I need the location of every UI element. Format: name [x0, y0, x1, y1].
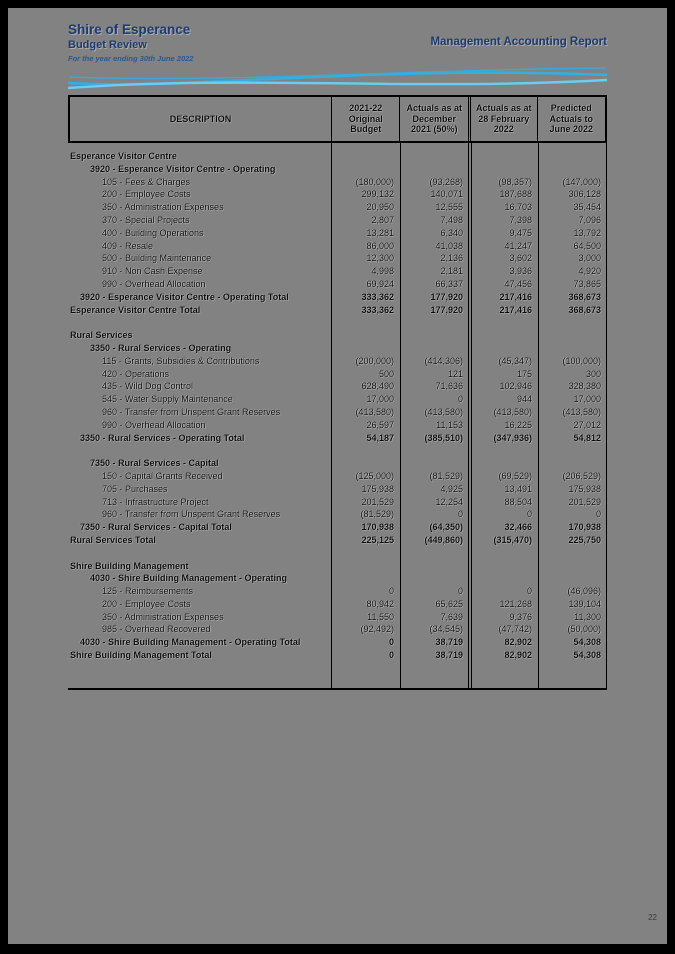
row-label: 4030 - Shire Building Management - Operating [90, 573, 288, 584]
value-cell: 66,337 [435, 278, 463, 289]
table-row [68, 623, 607, 636]
row-label: 115 - Grants, Subsidies & Contributions [102, 355, 260, 366]
row-label: Shire Building Management Total [70, 650, 212, 661]
table-row [68, 496, 607, 509]
value-cell: 20,950 [366, 202, 394, 213]
table-row [68, 265, 607, 278]
table-row [68, 611, 607, 624]
value-cell: 217,416 [499, 291, 532, 302]
column-header-original-budget: 2021-22 Original Budget [331, 97, 400, 141]
value-cell: 0 [457, 586, 463, 597]
table-row [68, 585, 607, 598]
table-row [68, 560, 607, 573]
row-label: 409 - Resale [102, 240, 154, 251]
value-cell: (100,000) [562, 355, 601, 366]
value-cell: 41,247 [504, 240, 532, 251]
grid-line-vertical [471, 143, 472, 690]
value-cell: (50,000) [567, 624, 601, 635]
column-header-description: DESCRIPTION [169, 113, 232, 124]
row-label: 990 - Overhead Allocation [102, 278, 206, 289]
table-row [68, 188, 607, 201]
table-header [68, 95, 607, 143]
table-bottom-border [68, 688, 607, 690]
row-label: 960 - Transfer from Unspent Grant Reserves [102, 406, 281, 417]
value-cell: 0 [388, 637, 394, 648]
value-cell: 9,376 [509, 611, 532, 622]
column-header-actuals-february: Actuals as at 28 February 2022 [468, 97, 537, 141]
table-row [68, 432, 607, 445]
value-cell: 86,000 [366, 240, 394, 251]
value-cell: 88,504 [504, 496, 532, 507]
row-label: Esperance Visitor Centre [70, 151, 177, 161]
value-cell: (69,529) [498, 470, 532, 481]
table-row [68, 201, 607, 214]
row-label: Rural Services Total [70, 534, 156, 545]
value-cell: 12,300 [366, 253, 394, 264]
row-label: Shire Building Management [70, 560, 189, 571]
value-cell: 54,812 [573, 432, 601, 443]
row-label: 420 - Operations [102, 368, 170, 379]
value-cell: 6,340 [440, 227, 463, 238]
table-row [68, 521, 607, 534]
value-cell: 0 [388, 586, 394, 597]
table-row [68, 534, 607, 547]
value-cell: 7,498 [440, 214, 463, 225]
row-label: 105 - Fees & Charges [102, 176, 191, 187]
value-cell: (414,306) [424, 355, 463, 366]
value-cell: 328,380 [568, 381, 601, 392]
value-cell: (34,545) [429, 624, 463, 635]
value-cell: 38,719 [435, 637, 463, 648]
value-cell: (98,357) [498, 176, 532, 187]
value-cell: (315,470) [493, 534, 532, 545]
value-cell: 944 [516, 394, 532, 405]
value-cell: 17,000 [573, 394, 601, 405]
value-cell: (347,936) [493, 432, 532, 443]
value-cell: 500 [378, 368, 394, 379]
value-cell: 47,456 [504, 278, 532, 289]
value-cell: (125,000) [355, 470, 394, 481]
row-label: 990 - Overhead Allocation [102, 419, 206, 430]
value-cell: 121 [447, 368, 463, 379]
value-cell: 2,136 [440, 253, 463, 264]
value-cell: 300 [585, 368, 601, 379]
document-page [8, 8, 667, 944]
table-row [68, 393, 607, 406]
value-cell: 170,938 [568, 522, 601, 533]
row-label: 3920 - Esperance Visitor Centre - Operating Total [80, 291, 289, 302]
row-label: 4030 - Shire Building Management - Operating Total [80, 637, 301, 648]
value-cell: 9,475 [509, 227, 532, 238]
row-label: 370 - Special Projects [102, 214, 190, 225]
value-cell: 4,998 [371, 266, 394, 277]
value-cell: (45,347) [498, 355, 532, 366]
row-label: 500 - Building Maintenance [102, 253, 212, 264]
table-row [68, 483, 607, 496]
row-label: 435 - Wild Dog Control [102, 381, 194, 392]
value-cell: 368,673 [568, 291, 601, 302]
value-cell: (413,580) [562, 406, 601, 417]
grid-line-vertical [331, 143, 332, 690]
value-cell: 140,071 [430, 189, 463, 200]
value-cell: 177,920 [430, 291, 463, 302]
value-cell: (413,580) [355, 406, 394, 417]
value-cell: 12,254 [435, 496, 463, 507]
value-cell: 41,038 [435, 240, 463, 251]
row-label: 705 - Purchases [102, 483, 168, 494]
value-cell: 187,688 [499, 189, 532, 200]
section-spacer [68, 444, 607, 457]
table-row [68, 406, 607, 419]
table-row [68, 368, 607, 381]
row-label: 3920 - Esperance Visitor Centre - Operating [90, 163, 276, 174]
value-cell: (93,268) [429, 176, 463, 187]
budget-table [68, 95, 607, 690]
document-title: Budget Review [68, 39, 147, 51]
table-row [68, 227, 607, 240]
value-cell: 225,750 [568, 534, 601, 545]
table-body [68, 143, 607, 662]
value-cell: 54,308 [573, 650, 601, 661]
value-cell: 64,500 [573, 240, 601, 251]
table-row [68, 649, 607, 662]
table-row [68, 150, 607, 163]
section-spacer [68, 316, 607, 329]
table-row [68, 470, 607, 483]
value-cell: 11,550 [367, 611, 394, 622]
value-cell: 368,673 [568, 304, 601, 315]
value-cell: 3,936 [509, 266, 532, 277]
value-cell: (180,000) [355, 176, 394, 187]
value-cell: 13,281 [366, 227, 394, 238]
value-cell: 16,225 [504, 419, 532, 430]
table-row [68, 380, 607, 393]
row-label: 7350 - Rural Services - Capital Total [80, 522, 232, 533]
value-cell: 26,597 [366, 419, 394, 430]
value-cell: 333,362 [361, 304, 394, 315]
value-cell: 7,398 [509, 214, 532, 225]
value-cell: (413,580) [493, 406, 532, 417]
value-cell: 7,096 [578, 214, 601, 225]
table-row [68, 214, 607, 227]
row-label: 910 - Non Cash Expense [102, 266, 203, 277]
value-cell: (200,000) [355, 355, 394, 366]
value-cell: 0 [526, 586, 532, 597]
table-row [68, 419, 607, 432]
wave-decoration [68, 63, 607, 95]
org-title: Shire of Esperance [68, 22, 191, 37]
value-cell: 201,529 [361, 496, 394, 507]
row-label: 350 - Administration Expenses [102, 202, 224, 213]
row-label: 350 - Administration Expenses [102, 611, 224, 622]
value-cell: (46,096) [567, 586, 601, 597]
grid-line-vertical [538, 143, 539, 690]
value-cell: 201,529 [568, 496, 601, 507]
value-cell: 71,636 [435, 381, 463, 392]
value-cell: 35,454 [573, 202, 601, 213]
value-cell: 306,128 [568, 189, 601, 200]
table-row [68, 355, 607, 368]
value-cell: (449,860) [424, 534, 463, 545]
row-label: 200 - Employee Costs [102, 189, 191, 200]
table-row [68, 572, 607, 585]
value-cell: 80,942 [366, 598, 394, 609]
row-label: 545 - Water Supply Maintenance [102, 394, 233, 405]
row-label: 713 - Infrastructure Project [102, 496, 209, 507]
grid-line-vertical [606, 143, 607, 690]
value-cell: 299,132 [361, 189, 394, 200]
report-title: Management Accounting Report [430, 36, 607, 48]
page-number: 22 [648, 913, 657, 922]
column-header-actuals-december: Actuals as at December 2021 (50%) [399, 97, 468, 141]
table-row [68, 598, 607, 611]
value-cell: 7,639 [440, 611, 463, 622]
row-label: 125 - Reimbursements [102, 586, 194, 597]
value-cell: 3,602 [509, 253, 532, 264]
value-cell: 69,924 [366, 278, 394, 289]
value-cell: 27,012 [573, 419, 601, 430]
value-cell: 12,555 [435, 202, 463, 213]
value-cell: 175 [516, 368, 532, 379]
value-cell: 2,807 [371, 214, 394, 225]
table-row [68, 342, 607, 355]
value-cell: 225,125 [361, 534, 394, 545]
value-cell: 4,925 [440, 483, 463, 494]
row-label: 960 - Transfer from Unspent Grant Reserves [102, 509, 281, 520]
table-row [68, 508, 607, 521]
value-cell: 0 [457, 394, 463, 405]
row-label: 3350 - Rural Services - Operating [90, 342, 232, 353]
table-row [68, 304, 607, 317]
value-cell: 628,490 [361, 381, 394, 392]
value-cell: 177,920 [430, 304, 463, 315]
value-cell: 54,308 [573, 637, 601, 648]
value-cell: 17,000 [366, 394, 394, 405]
value-cell: 170,938 [361, 522, 394, 533]
grid-line-vertical [468, 143, 469, 690]
value-cell: (147,000) [562, 176, 601, 187]
document-subtitle: For the year ending 30th June 2022 [68, 54, 194, 63]
row-label: 400 - Building Operations [102, 227, 204, 238]
value-cell: 0 [526, 509, 532, 520]
value-cell: (64,350) [429, 522, 463, 533]
value-cell: 11,153 [436, 419, 463, 430]
value-cell: 175,938 [568, 483, 601, 494]
row-label: 200 - Employee Costs [102, 598, 191, 609]
value-cell: 54,187 [366, 432, 394, 443]
value-cell: 0 [457, 509, 463, 520]
value-cell: (81,529) [429, 470, 463, 481]
value-cell: (92,492) [360, 624, 394, 635]
value-cell: 333,362 [361, 291, 394, 302]
value-cell: 217,416 [499, 304, 532, 315]
value-cell: 3,000 [578, 253, 601, 264]
value-cell: 65,625 [435, 598, 463, 609]
grid-line-vertical [400, 143, 401, 690]
table-row [68, 457, 607, 470]
value-cell: (413,580) [424, 406, 463, 417]
value-cell: (206,529) [562, 470, 601, 481]
value-cell: 2,181 [440, 266, 463, 277]
value-cell: (81,529) [360, 509, 394, 520]
row-label: 985 - Overhead Recovered [102, 624, 211, 635]
row-label: 7350 - Rural Services - Capital [90, 458, 219, 469]
value-cell: 0 [388, 650, 394, 661]
table-row [68, 176, 607, 189]
table-row [68, 240, 607, 253]
row-label: Esperance Visitor Centre Total [70, 304, 201, 315]
section-spacer [68, 547, 607, 560]
value-cell: 0 [595, 509, 601, 520]
table-row [68, 636, 607, 649]
value-cell: 13,792 [573, 227, 601, 238]
value-cell: 82,902 [504, 650, 532, 661]
value-cell: 139,104 [568, 598, 601, 609]
value-cell: (47,742) [498, 624, 532, 635]
row-label: Rural Services [70, 330, 133, 341]
table-row [68, 163, 607, 176]
value-cell: 4,920 [578, 266, 601, 277]
row-label: 150 - Capital Grants Received [102, 470, 223, 481]
value-cell: 38,719 [435, 650, 463, 661]
value-cell: 121,268 [499, 598, 532, 609]
value-cell: (385,510) [424, 432, 463, 443]
value-cell: 16,703 [504, 202, 532, 213]
value-cell: 175,938 [361, 483, 394, 494]
value-cell: 102,946 [499, 381, 532, 392]
value-cell: 73,865 [573, 278, 601, 289]
table-row [68, 329, 607, 342]
row-label: 3350 - Rural Services - Operating Total [80, 432, 245, 443]
value-cell: 13,491 [504, 483, 532, 494]
value-cell: 11,300 [574, 611, 601, 622]
value-cell: 32,466 [504, 522, 532, 533]
table-row [68, 252, 607, 265]
table-row [68, 278, 607, 291]
value-cell: 82,902 [504, 637, 532, 648]
table-row [68, 291, 607, 304]
column-header-predicted-actuals: Predicted Actuals to June 2022 [537, 97, 606, 141]
